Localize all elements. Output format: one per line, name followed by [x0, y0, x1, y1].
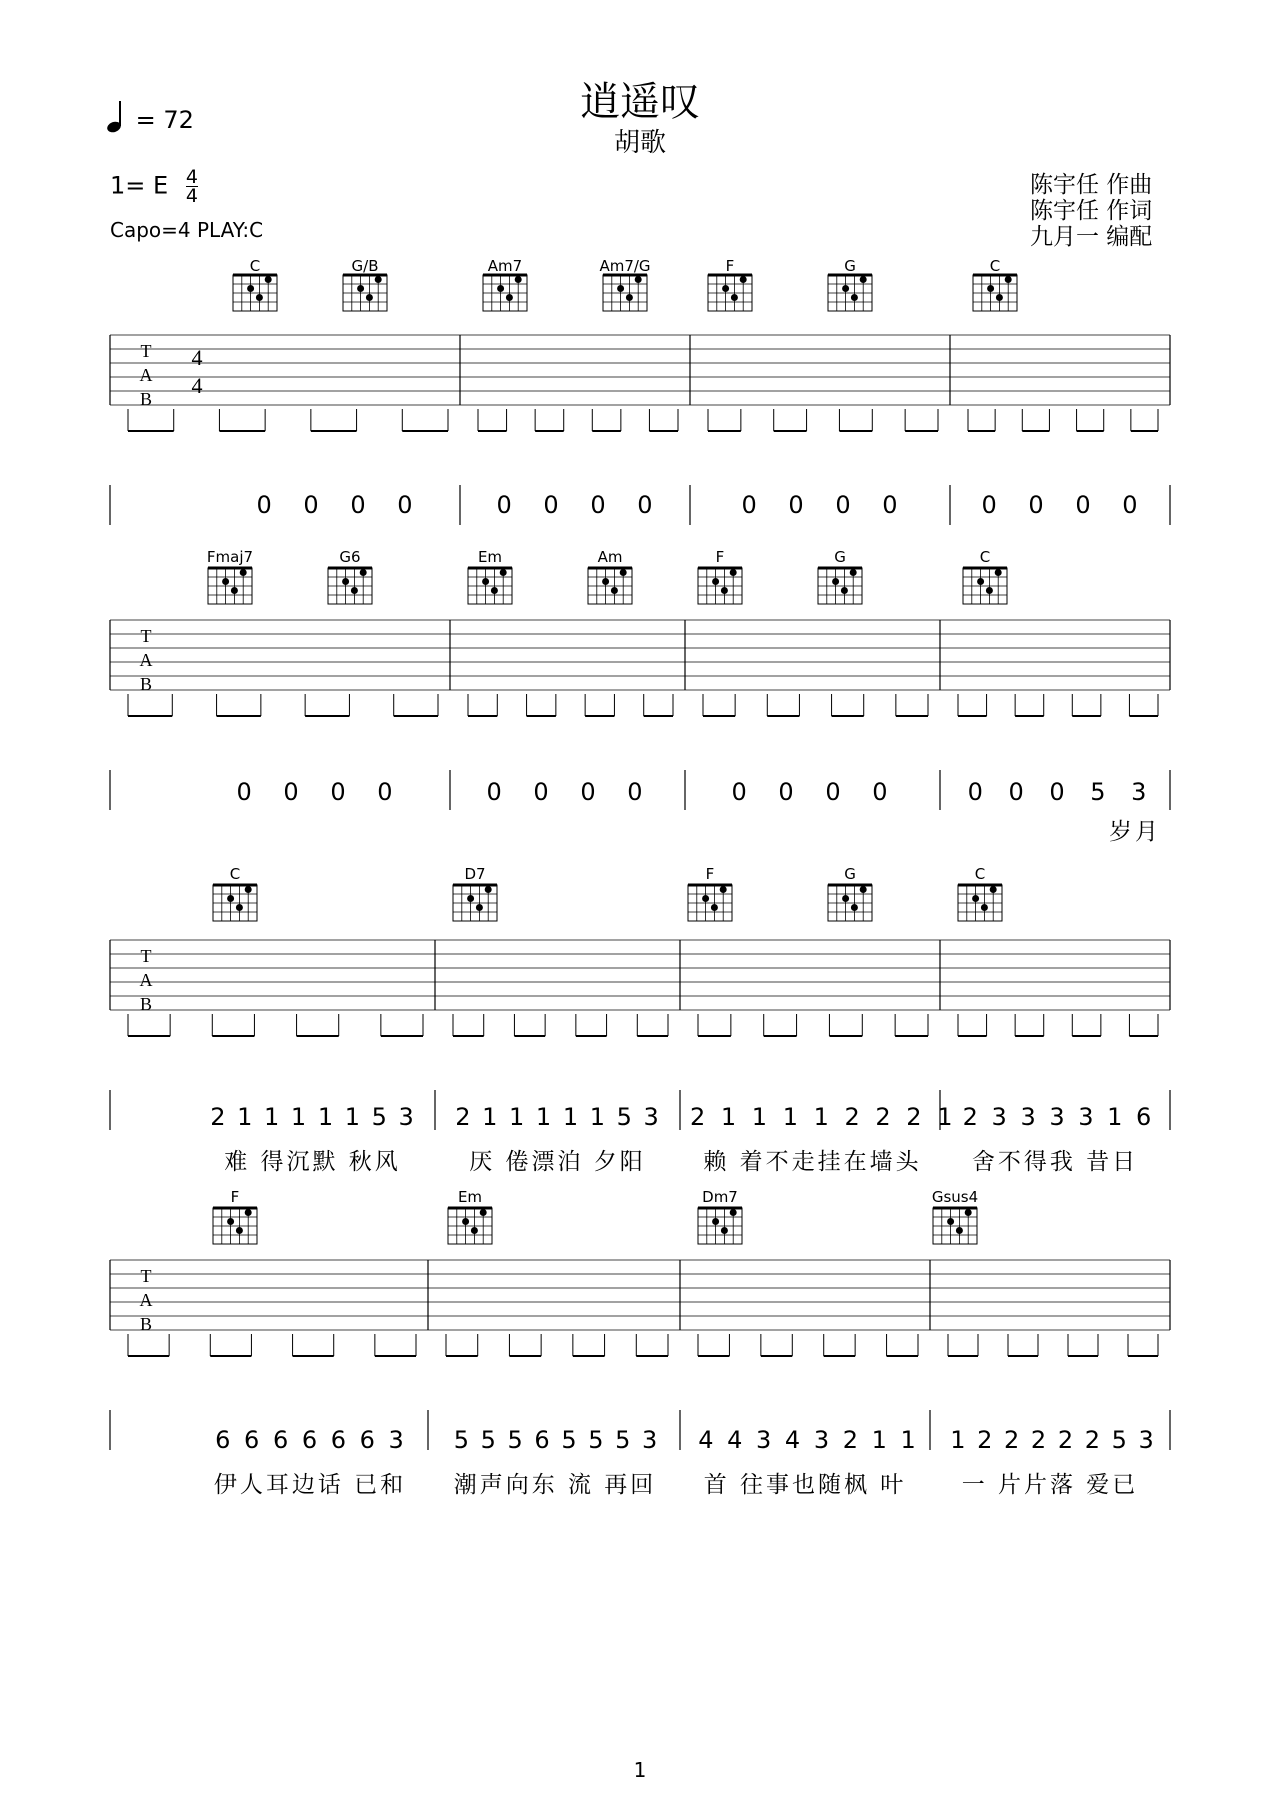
chord-name: G — [834, 548, 846, 566]
chord-diagram — [698, 1208, 742, 1244]
chord-name: F — [705, 865, 715, 883]
chord-diagram — [343, 275, 387, 311]
lyric: 岁月 — [1109, 819, 1161, 845]
key-label: 1= E — [110, 171, 169, 200]
time-sig-bottom: 4 — [185, 185, 198, 207]
tempo-value: = 72 — [135, 106, 194, 134]
lyric: 难 得沉默 秋风 — [224, 1149, 401, 1175]
chord-name: Fmaj7 — [206, 548, 254, 566]
system-2 — [0, 548, 1280, 845]
lyric: 赖 着不走挂在墙头 — [703, 1149, 922, 1175]
jianpu-measure: 2 1 1 1 1 1 5 3 — [455, 1103, 660, 1131]
credit-lyricist: 陈宇任 作词 — [1030, 198, 1153, 224]
chord-diagram — [963, 568, 1007, 604]
chord-name: Em — [477, 548, 503, 566]
chord-diagram — [448, 1208, 492, 1244]
chord-name: D7 — [464, 865, 486, 883]
jianpu-measure: 0 0 0 0 — [486, 778, 644, 806]
chord-diagram — [468, 568, 512, 604]
chord-name: G — [844, 257, 856, 275]
jianpu-measure: 5 5 5 6 5 5 5 3 — [453, 1426, 659, 1454]
tab-time-signature: 4 — [191, 373, 203, 398]
tab-clef-letter: A — [139, 650, 153, 670]
chord-name: C — [989, 257, 1001, 275]
jianpu-measure: 4 4 3 4 3 2 1 1 — [698, 1426, 917, 1454]
tab-clef-letter: A — [139, 970, 153, 990]
chord-diagram — [828, 885, 872, 921]
lyric: 一 片片落 爱已 — [961, 1472, 1139, 1498]
tab-clef-letter: A — [139, 1290, 153, 1310]
jianpu-measure: 0 0 0 0 — [731, 778, 889, 806]
chord-diagram — [933, 1208, 977, 1244]
chord-name: C — [974, 865, 986, 883]
key-signature — [110, 168, 198, 205]
chord-name: Am7 — [487, 257, 523, 275]
tab-clef-letter: B — [139, 674, 153, 694]
tempo-marking — [106, 100, 194, 134]
chord-name: Gsus4 — [931, 1188, 979, 1206]
chord-diagram — [213, 1208, 257, 1244]
page-number: 1 — [633, 1758, 647, 1782]
chord-name: F — [230, 1188, 240, 1206]
tab-clef-letter: B — [139, 389, 153, 409]
system-4 — [0, 1188, 1280, 1498]
tab-time-signature: 4 — [191, 345, 203, 370]
chord-diagram — [213, 885, 257, 921]
chord-name: Dm7 — [702, 1188, 738, 1206]
chord-name: C — [979, 548, 991, 566]
jianpu-measure: 0 0 0 0 — [981, 491, 1139, 519]
tab-clef-letter: T — [140, 626, 152, 646]
jianpu-measure: 2 1 1 1 1 1 5 3 — [210, 1103, 415, 1131]
chord-name: Em — [457, 1188, 483, 1206]
chord-diagram — [588, 568, 632, 604]
song-title: 逍遥叹 — [580, 79, 700, 125]
chord-diagram — [453, 885, 497, 921]
chord-name: G6 — [339, 548, 361, 566]
quarter-note-icon — [106, 100, 128, 134]
chord-diagram — [328, 568, 372, 604]
tab-clef-letter: B — [139, 1314, 153, 1334]
capo-info: Capo=4 PLAY:C — [110, 218, 264, 242]
jianpu-measure: 0 0 0 0 — [496, 491, 654, 519]
chord-diagram — [708, 275, 752, 311]
jianpu-measure: 2 3 3 3 3 1 6 — [962, 1103, 1153, 1131]
credit-arranger: 九月一 编配 — [1030, 224, 1153, 250]
jianpu-measure: 0 0 0 0 — [236, 778, 394, 806]
lyric: 厌 倦漂泊 夕阳 — [469, 1149, 646, 1175]
chord-diagram — [483, 275, 527, 311]
chord-diagram — [603, 275, 647, 311]
chord-name: Am — [597, 548, 623, 566]
system-1 — [0, 255, 1280, 545]
chord-name: G — [844, 865, 856, 883]
chord-diagram — [828, 275, 872, 311]
chord-diagram — [233, 275, 277, 311]
jianpu-measure: 1 2 2 2 2 2 5 3 — [950, 1426, 1155, 1454]
tab-clef-letter: A — [139, 365, 153, 385]
tab-clef-letter: T — [140, 946, 152, 966]
chord-diagram — [958, 885, 1002, 921]
chord-name: C — [229, 865, 241, 883]
chord-name: G/B — [351, 257, 379, 275]
chord-diagram — [818, 568, 862, 604]
time-sig-top: 4 — [185, 166, 198, 188]
tab-clef-letter: T — [140, 1266, 152, 1286]
chord-diagram — [688, 885, 732, 921]
artist-name: 胡歌 — [613, 128, 666, 158]
jianpu-measure: 0 0 0 0 — [256, 491, 414, 519]
jianpu-measure: 0 0 0 5 3 — [967, 778, 1148, 806]
system-3 — [0, 865, 1280, 1175]
lyric: 舍不得我 昔日 — [971, 1149, 1139, 1175]
lyric: 潮声向东 流 再回 — [453, 1472, 657, 1498]
tab-clef-letter: T — [140, 341, 152, 361]
chord-name: C — [249, 257, 261, 275]
jianpu-measure: 0 0 0 0 — [741, 491, 899, 519]
jianpu-measure: 2 1 1 1 1 2 2 2 1 — [690, 1103, 954, 1131]
tab-clef-letter: B — [139, 994, 153, 1014]
chord-diagram — [208, 568, 252, 604]
credit-composer: 陈宇任 作曲 — [1030, 172, 1153, 198]
chord-name: F — [725, 257, 735, 275]
chord-diagram — [698, 568, 742, 604]
chord-name: F — [715, 548, 725, 566]
jianpu-measure: 6 6 6 6 6 6 3 — [215, 1426, 405, 1454]
chord-name: Am7/G — [599, 257, 651, 275]
chord-diagram — [973, 275, 1017, 311]
lyric: 伊人耳边话 已和 — [213, 1472, 407, 1498]
lyric: 首 往事也随枫 叶 — [703, 1472, 907, 1498]
